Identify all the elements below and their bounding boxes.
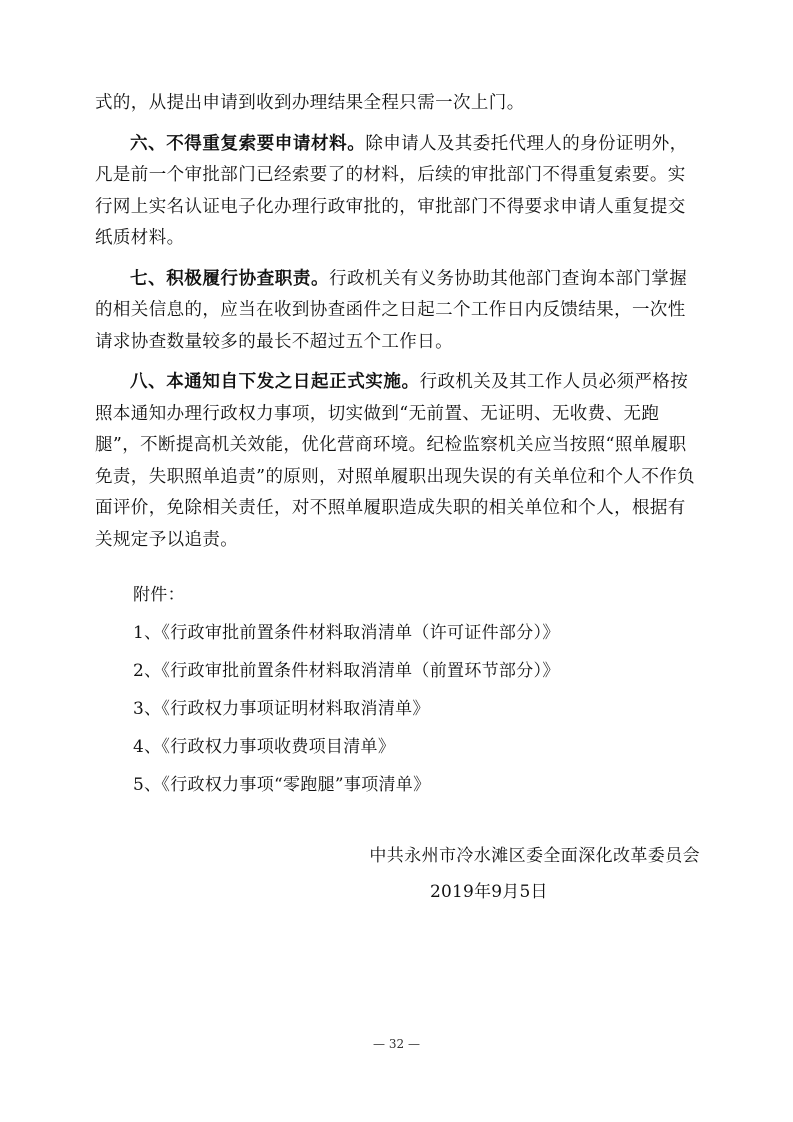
section-8-text: 行政机关及其工作人员必须严格按照本通知办理行政权力事项，切实做到“无前置、无证明、无收费、无跑腿”，不断提高机关效能，优化营商环境。纪检监察机关应当按照“照单履职免责，失职照单追责”的原则，对照单履职出现失误的有关单位和个人不作负面评价，免除相关责任，对不照单履职造成失职的相关单位和个人，根据有关规定予以追责。	[95, 372, 696, 550]
continuation-paragraph: 式的，从提出申请到收到办理结果全程只需一次上门。	[95, 93, 525, 113]
section-8-heading: 八、本通知自下发之日起正式实施。	[130, 372, 420, 392]
page-number: — 32 —	[373, 1037, 420, 1051]
issue-date: 2019年9月5日	[430, 882, 548, 902]
section-6-paragraph	[95, 129, 698, 255]
section-8-paragraph	[95, 367, 698, 556]
section-7-text: 行政机关有义务协助其他部门查询本部门掌握的相关信息的，应当在收到协查函件之日起二个工作日内反馈结果，一次性请求协查数量较多的最长不超过五个工作日。	[95, 268, 688, 352]
attachments-label: 附件：	[133, 585, 185, 605]
attachments-block	[133, 576, 693, 804]
attachment-item-1: 1、《行政审批前置条件材料取消清单（许可证件部分）》	[133, 623, 560, 643]
attachment-item-2: 2、《行政审批前置条件材料取消清单（前置环节部分）》	[133, 661, 560, 681]
attachment-item-3: 3、《行政权力事项证明材料取消清单》	[133, 699, 430, 719]
document-body	[95, 88, 698, 556]
section-7-heading: 七、积极履行协查职责。	[130, 268, 330, 289]
issuer-name: 中共永州市冷水滩区委全面深化改革委员会	[369, 846, 700, 866]
attachment-item-4: 4、《行政权力事项收费项目清单》	[133, 737, 396, 757]
section-6-text: 除申请人及其委托代理人的身份证明外，凡是前一个审批部门已经索要了的材料，后续的审批部门不得重复索要。实行网上实名认证电子化办理行政审批的，审批部门不得要求申请人重复提交纸质材料。	[95, 133, 688, 248]
attachment-item-5: 5、《行政权力事项“零跑腿”事项清单》	[133, 775, 431, 795]
section-7-paragraph	[95, 264, 698, 359]
section-6-heading: 六、不得重复索要申请材料。	[130, 133, 366, 154]
